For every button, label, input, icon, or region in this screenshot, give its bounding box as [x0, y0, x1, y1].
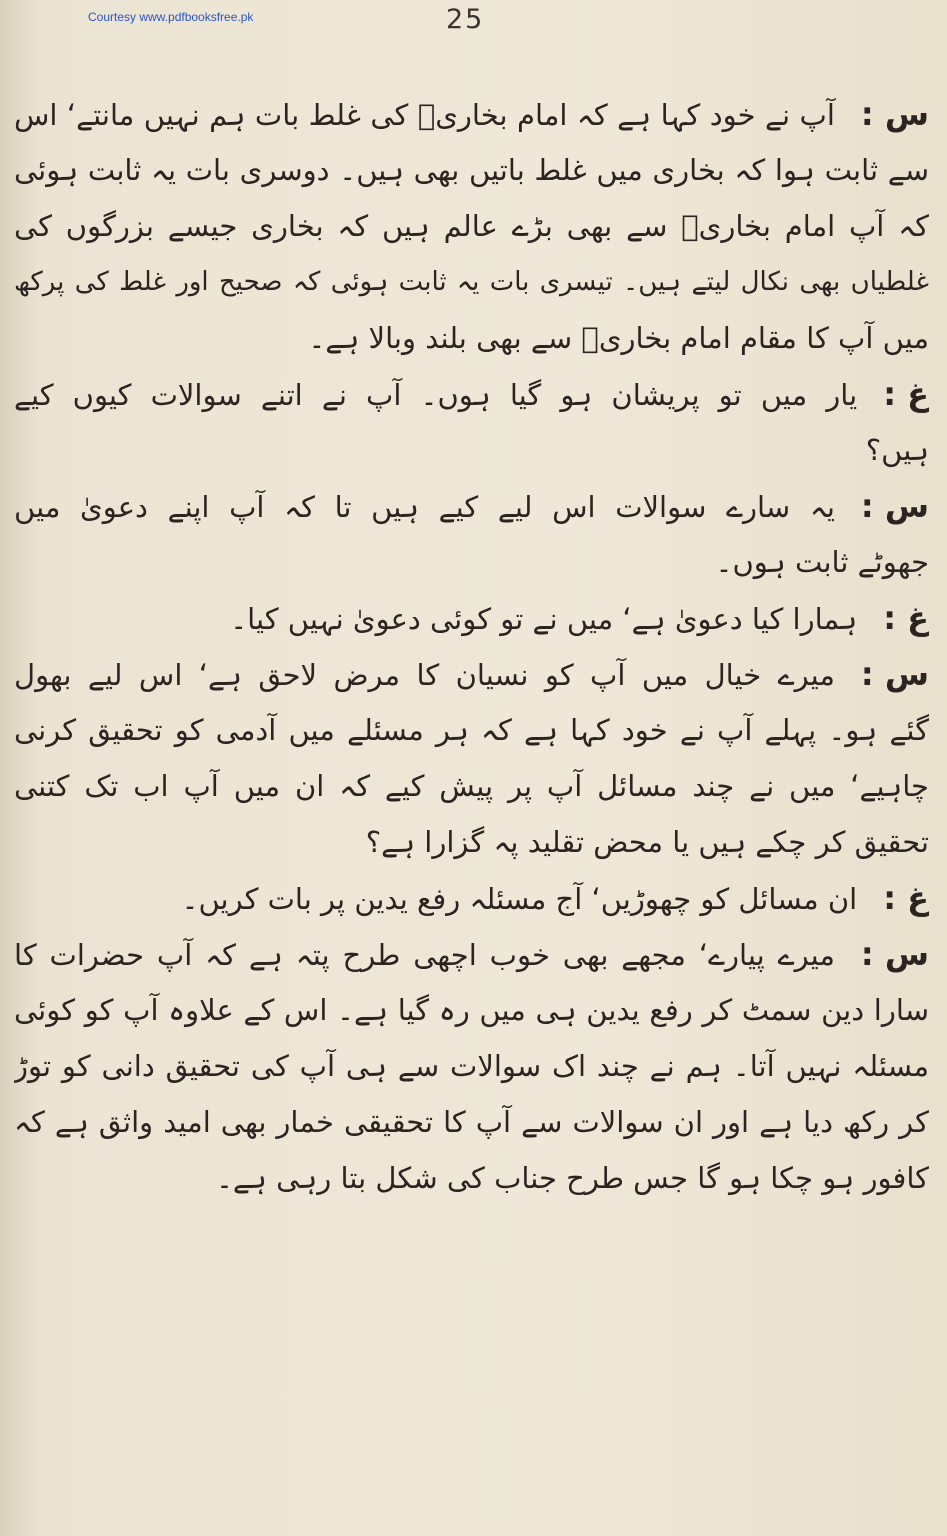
text-line: غ :یار میں تو پریشان ہو گیا ہوں۔ آپ نے اتنے سوالات کیوں کیے — [14, 366, 929, 422]
text-line: سے ثابت ہوا کہ بخاری میں غلط باتیں بھی ہیں۔ دوسری بات یہ ثابت ہوئی — [14, 153, 929, 187]
text-line: ہیں؟ — [865, 433, 929, 467]
text-line: گئے ہو۔ پہلے آپ نے خود کہا ہے کہ ہر مسئلے میں آدمی کو تحقیق کرنی — [14, 713, 929, 747]
text-line: میں آپ کا مقام امام بخاریؒ سے بھی بلند وبالا ہے۔ — [308, 321, 929, 355]
speaker-label: س : — [860, 95, 929, 133]
text-line: مسئلہ نہیں آتا۔ ہم نے چند اک سوالات سے ہی آپ کی تحقیق دانی کو توڑ — [14, 1049, 929, 1083]
text-line: کافور ہو چکا ہو گا جس طرح جناب کی شکل بتا رہی ہے۔ — [215, 1161, 929, 1195]
text-line: جھوٹے ثابت ہوں۔ — [715, 545, 929, 579]
speaker-label: غ : — [883, 375, 929, 413]
speaker-label: س : — [860, 487, 929, 525]
text-line: س :یہ سارے سوالات اس لیے کیے ہیں تا کہ آپ اپنے دعویٰ میں — [14, 478, 929, 534]
text-line: غ :ہمارا کیا دعویٰ ہے‘ میں نے تو کوئی دعویٰ نہیں کیا۔ — [14, 590, 929, 646]
text-line: س :آپ نے خود کہا ہے کہ امام بخاریؒ کی غلط بات ہم نہیں مانتے‘ اس — [14, 86, 929, 142]
speaker-label: غ : — [883, 599, 929, 637]
courtesy-watermark: Courtesy www.pdfbooksfree.pk — [88, 10, 254, 24]
text-line: چاہیے‘ میں نے چند مسائل آپ پر پیش کیے کہ ان میں آپ اب تک کتنی — [14, 769, 929, 803]
text-line: تحقیق کر چکے ہیں یا محض تقلید پہ گزارا ہے؟ — [365, 825, 929, 859]
text-line: کر رکھ دیا ہے اور ان سوالات سے آپ کا تحقیقی خمار بھی امید واثق ہے کہ — [14, 1105, 929, 1139]
speaker-label: س : — [860, 935, 929, 973]
speaker-label: س : — [860, 655, 929, 693]
page-number: 25 — [446, 4, 485, 35]
text-line: کہ آپ امام بخاریؒ سے بھی بڑے عالم ہیں کہ بخاری جیسے بزرگوں کی — [14, 209, 929, 243]
dialogue-text — [14, 86, 929, 1206]
speaker-label: غ : — [883, 879, 929, 917]
text-line: س :میرے پیارے‘ مجھے بھی خوب اچھی طرح پتہ ہے کہ آپ حضرات کا — [14, 926, 929, 982]
text-line: س :میرے خیال میں آپ کو نسیان کا مرض لاحق ہے‘ اس لیے بھول — [14, 646, 929, 702]
text-line: سارا دین سمٹ کر رفع یدین ہی میں رہ گیا ہے۔ اس کے علاوہ آپ کو کوئی — [14, 993, 929, 1027]
text-line: غ :ان مسائل کو چھوڑیں‘ آج مسئلہ رفع یدین پر بات کریں۔ — [14, 870, 929, 926]
text-line: غلطیاں بھی نکال لیتے ہیں۔ تیسری بات یہ ثابت ہوئی کہ صحیح اور غلط کی پرکھ — [14, 267, 929, 297]
